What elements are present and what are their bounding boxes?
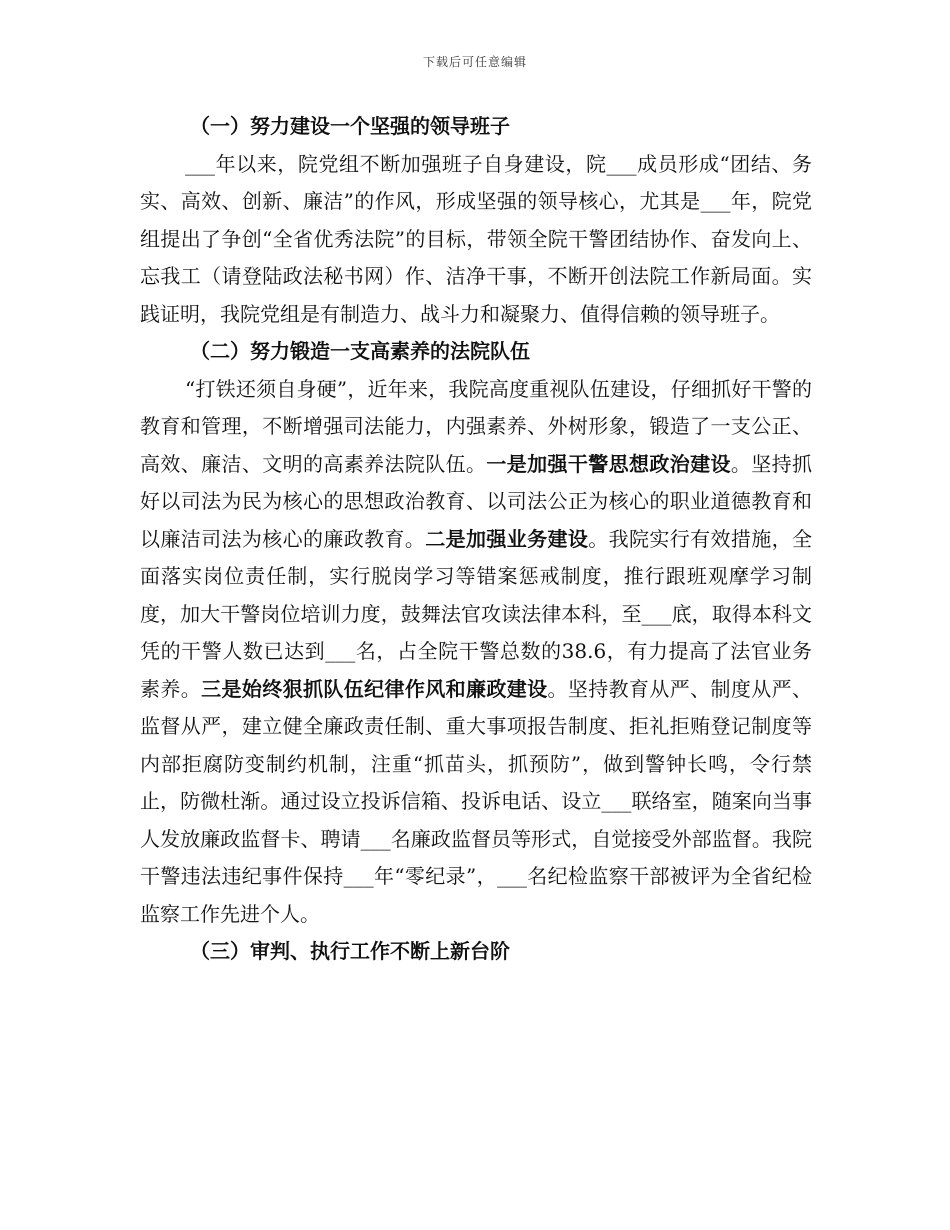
page-header-watermark: 下载后可任意编辑 [422,55,527,69]
section-heading-1: （一）努力建设一个坚强的领导班子 [190,114,510,138]
paragraph-text: 。我院实行有效措施，全面落实岗位责任制，实行脱岗学习等错案惩戒制度，推行跟班观摩学习制度，加大干警岗位培训力度，鼓舞法官攻读法律本科，至___底，取得本科文凭的干警人数已达到___名，占全院干警总数的38.6，有力提高了法官业务素养。 [140,526,812,701]
section-paragraph-2 [140,371,812,934]
paragraph-text: ___年以来，院党组不断加强班子自身建设，院___成员形成“团结、务实、高效、创新、廉洁”的作风，形成坚强的领导核心，尤其是___年，院党组提出了争创“全省优秀法院”的目标，带领全院干警团结协作、奋发向上、忘我工（请登陆政法秘书网）作、洁净干事，不断开创法院工作新局面。实践证明，我院党组是有制造力、战斗力和凝聚力、值得信赖的领导班子。 [140,151,812,326]
section-heading-3: （三）审判、执行工作不断上新台阶 [190,939,510,963]
paragraph-text: 。坚持教育从严、制度从严、监督从严，建立健全廉政责任制、重大事项报告制度、拒礼拒贿登记制度等内部拒腐防变制约机制，注重“抓苗头，抓预防”，做到警钟长鸣，令行禁止，防微杜渐。通过设立投诉信箱、投诉电话、设立___联络室，随案向当事人发放廉政监督卡、聘请___名廉政监督员等形式，自觉接受外部监督。我院干警违法违纪事件保持___年“零纪录”，___名纪检监察干部被评为全省纪检监察工作先进个人。 [140,676,812,926]
section-heading-2: （二）努力锻造一支高素养的法院队伍 [190,339,530,363]
paragraph-bold-point-3: 三是始终狠抓队伍纪律作风和廉政建设 [201,676,548,701]
paragraph-bold-point-2: 二是加强业务建设 [425,526,589,551]
section-paragraph-1 [140,146,812,334]
paragraph-bold-point-1: 一是加强干警思想政治建设 [486,451,731,476]
paragraph-text: 。坚持抓好以司法为民为核心的思想政治教育、以司法公正为核心的职业道德教育和以廉洁司法为核心的廉政教育。 [140,451,812,551]
document-body [140,108,812,971]
paragraph-text: “打铁还须自身硬”，近年来，我院高度重视队伍建设，仔细抓好干警的教育和管理，不断增强司法能力，内强素养、外树形象，锻造了一支公正、高效、廉洁、文明的高素养法院队伍。 [140,376,812,476]
